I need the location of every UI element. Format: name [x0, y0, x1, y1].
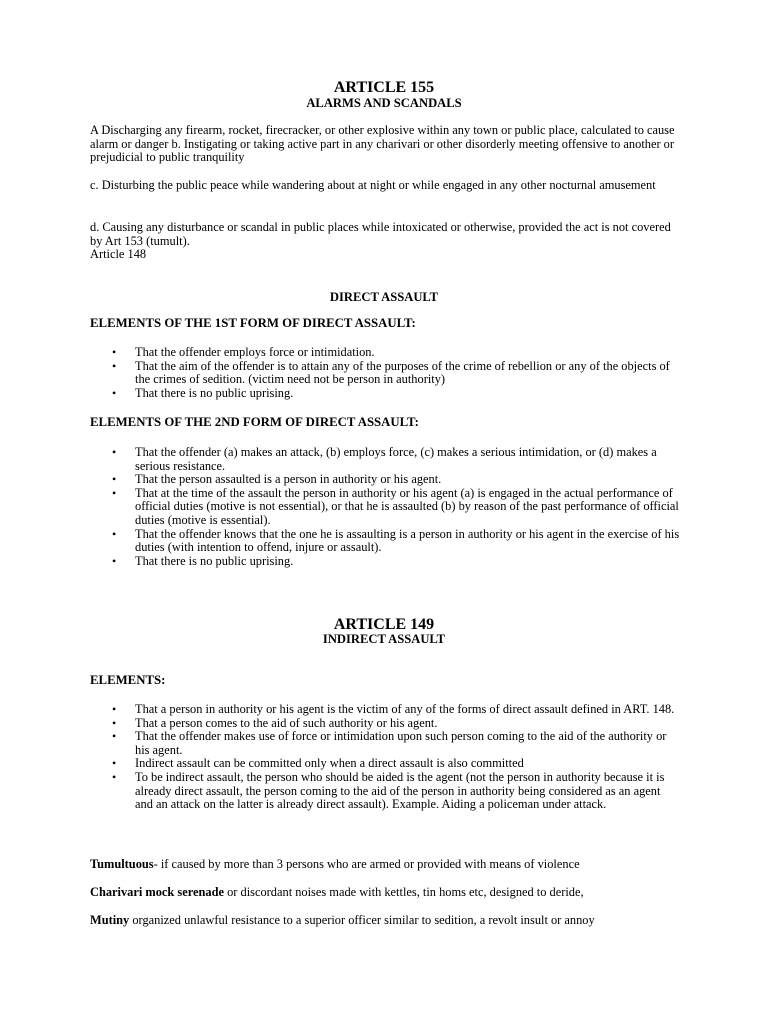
list-item: • That the offender (a) makes an attack, (b) employs force, (c) makes a serious intimidation, or (d) makes a serious resistance. [90, 446, 680, 473]
list-item: • To be indirect assault, the person who should be aided is the agent (not the person in authority because it is already direct assault, the person coming to the aid of the person in authority being considered as an agent and an attack on the latter is already direct assault). Example. Aiding a policeman under attack. [90, 771, 680, 812]
list-item: • That there is no public uprising. [90, 387, 680, 401]
list-item: • That the offender makes use of force or intimidation upon such person coming to the aid of the authority or his agent. [90, 730, 680, 757]
list-item: • Indirect assault can be committed only when a direct assault is also committed [90, 757, 680, 771]
definition-text: or discordant noises made with kettles, tin homs etc, designed to deride, [224, 885, 584, 899]
list-item: • That the offender knows that the one he is assaulting is a person in authority or his agent in the exercise of his duties (with intention to offend, injure or assault). [90, 528, 680, 555]
indirect-assault-list [90, 703, 680, 812]
article-155-paragraph-a: A Discharging any firearm, rocket, firecracker, or other explosive within any town or public place, calculated to cause alarm or danger b. Instigating or taking active part in any charivari or other disorderly meeting offensive to another or prejudicial to public tranquility [90, 123, 675, 165]
form1-heading: ELEMENTS OF THE 1ST FORM OF DIRECT ASSAULT: [90, 316, 416, 330]
definition-term: Charivari mock serenade [90, 885, 224, 899]
list-item: • That at the time of the assault the person in authority or his agent (a) is engaged in the actual performance of official duties (motive is not essential), or that he is assaulted (b) by reason of the past performance of official duties (motive is essential). [90, 487, 680, 528]
article-155-title: ARTICLE 155 [333, 79, 435, 96]
definition-term: Tumultuous [90, 857, 154, 871]
definition-tumultuous [90, 858, 680, 872]
article-149-title: ARTICLE 149 [333, 616, 435, 633]
direct-assault-title: DIRECT ASSAULT [329, 290, 439, 304]
list-item: • That the person assaulted is a person in authority or his agent. [90, 473, 680, 487]
article-149-subtitle: INDIRECT ASSAULT [322, 632, 446, 646]
form1-list [90, 346, 680, 400]
form2-list [90, 446, 680, 568]
list-item: • That the aim of the offender is to attain any of the purposes of the crime of rebellion or any of the objects of the crimes of sedition. (victim need not be person in authority) [90, 360, 680, 387]
list-item: • That a person comes to the aid of such authority or his agent. [90, 717, 680, 731]
article-155-subtitle: ALARMS AND SCANDALS [306, 96, 462, 110]
list-item: • That a person in authority or his agent is the victim of any of the forms of direct assault defined in ART. 148. [90, 703, 680, 717]
definition-text: organized unlawful resistance to a superior officer similar to sedition, a revolt insult or annoy [129, 913, 595, 927]
article-155-paragraph-d: d. Causing any disturbance or scandal in public places while intoxicated or otherwise, provided the act is not covered by Art 153 (tumult). [90, 220, 671, 248]
elements-heading: ELEMENTS: [90, 673, 166, 687]
definition-term: Mutiny [90, 913, 130, 927]
form2-heading: ELEMENTS OF THE 2ND FORM OF DIRECT ASSAULT: [90, 415, 419, 429]
article-155-paragraph-c: c. Disturbing the public peace while wandering about at night or while engaged in any other nocturnal amusement [90, 178, 656, 192]
list-item: • That the offender employs force or intimidation. [90, 346, 680, 360]
definition-mutiny [90, 914, 680, 928]
list-item: • That there is no public uprising. [90, 555, 680, 569]
definition-charivari [90, 886, 680, 900]
article-148-label: Article 148 [90, 247, 147, 261]
definition-text: - if caused by more than 3 persons who are armed or provided with means of violence [153, 857, 580, 871]
